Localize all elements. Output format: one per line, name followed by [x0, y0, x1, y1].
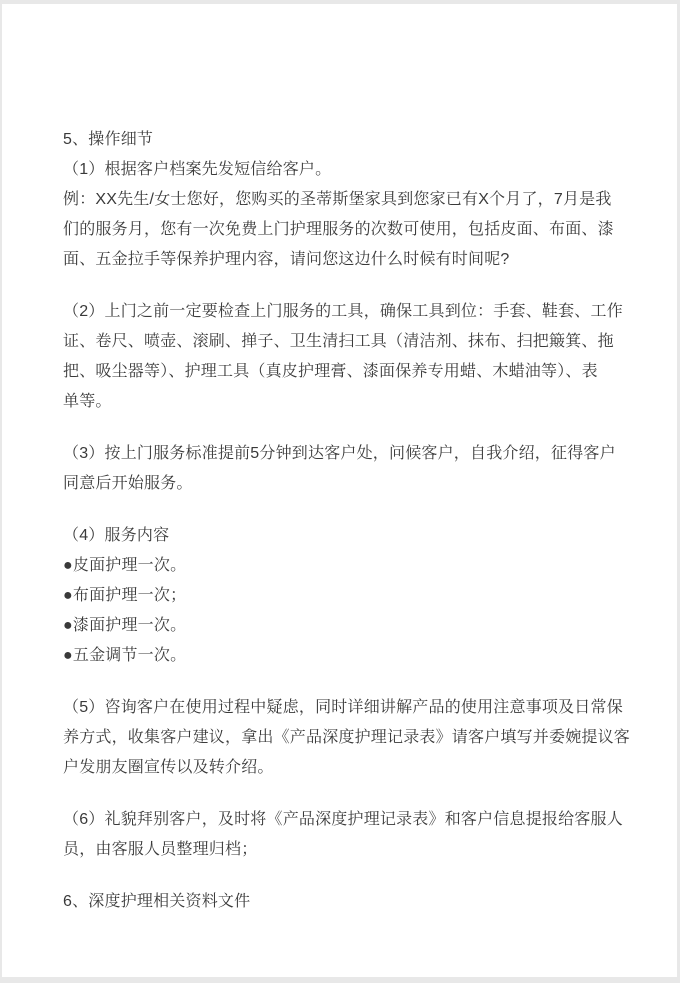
text-line: 把、吸尘器等）、护理工具（真皮护理膏、漆面保养专用蜡、木蜡油等）、表 [63, 363, 598, 380]
text-line: ●皮面护理一次。 [63, 557, 187, 574]
text-line: 们的服务月，您有一次免费上门护理服务的次数可使用，包括皮面、布面、漆 [63, 221, 614, 238]
text-line: （5）咨询客户在使用过程中疑虑，同时详细讲解产品的使用注意事项及日常保 [63, 699, 623, 716]
text-line: （2）上门之前一定要检查上门服务的工具，确保工具到位：手套、鞋套、工作 [63, 303, 623, 320]
item-4-service-content [63, 521, 623, 671]
item-5-consulting [63, 693, 631, 783]
text-line: 单等。 [63, 393, 112, 410]
item-2-tool-check [63, 297, 623, 417]
text-line: ●五金调节一次。 [63, 647, 187, 664]
text-line: 例：XX先生/女士您好，您购买的圣蒂斯堡家具到您家已有X个月了，7月是我 [63, 191, 612, 208]
document-body [63, 125, 631, 939]
text-line: 户发朋友圈宣传以及转介绍。 [63, 759, 274, 776]
section-5-operation-details [63, 125, 623, 275]
section-6-related-files [63, 887, 623, 917]
text-line: （3）按上门服务标准提前5分钟到达客户处，问候客户，自我介绍，征得客户 [63, 445, 616, 462]
text-line: （6）礼貌拜别客户，及时将《产品深度护理记录表》和客户信息提报给客服人 [63, 811, 623, 828]
text-line: 员，由客服人员整理归档； [63, 841, 258, 858]
item-3-arrival-standard [63, 439, 623, 499]
text-line: 养方式，收集客户建议，拿出《产品深度护理记录表》请客户填写并委婉提议客 [63, 729, 631, 746]
text-line: ●漆面护理一次。 [63, 617, 187, 634]
text-line: 证、卷尺、喷壶、滚刷、掸子、卫生清扫工具（清洁剂、抹布、扫把簸箕、拖 [63, 333, 614, 350]
text-line: ●布面护理一次； [63, 587, 187, 604]
text-line: 6、深度护理相关资料文件 [63, 893, 251, 910]
text-line: 同意后开始服务。 [63, 475, 193, 492]
item-6-farewell [63, 805, 623, 865]
document-page [2, 4, 677, 977]
text-line: 面、五金拉手等保养护理内容，请问您这边什么时候有时间呢? [63, 251, 510, 268]
text-line: （4）服务内容 [63, 527, 170, 544]
text-line: 5、操作细节 [63, 131, 154, 148]
text-line: （1）根据客户档案先发短信给客户。 [63, 161, 332, 178]
